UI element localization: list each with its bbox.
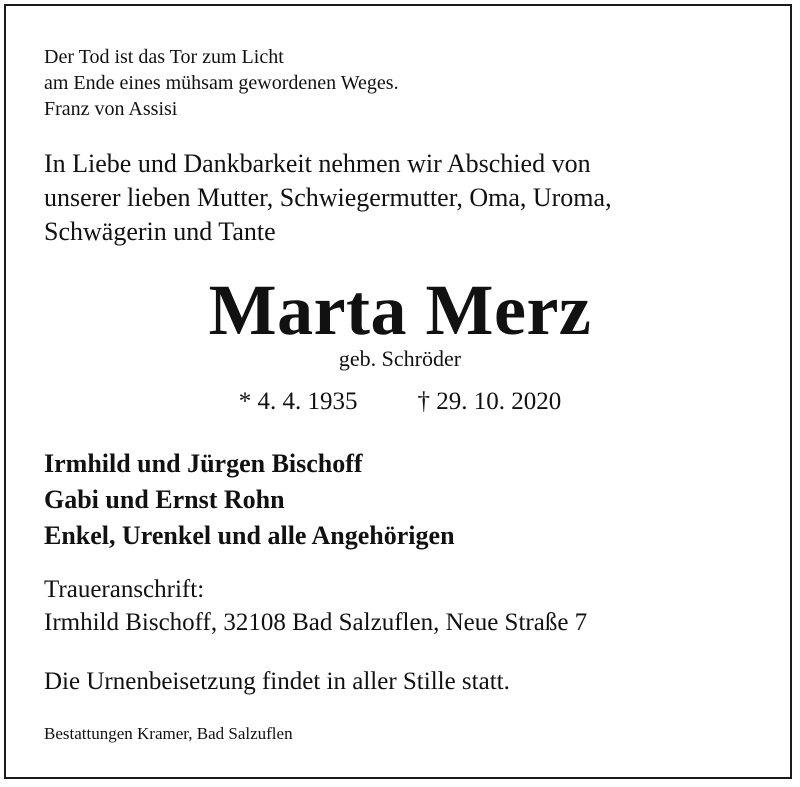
quote-author: Franz von Assisi xyxy=(44,98,178,120)
mourning-address xyxy=(44,573,587,639)
mourner-line: Enkel, Urenkel und alle Angehörigen xyxy=(44,521,455,550)
death-date: † 29. 10. 2020 xyxy=(417,388,562,415)
intro-text xyxy=(44,147,764,249)
quote-line: am Ende eines mühsam gewordenen Weges. xyxy=(44,72,399,94)
address-value: Irmhild Bischoff, 32108 Bad Salzuflen, Neue Straße 7 xyxy=(44,609,588,636)
mourners-list xyxy=(44,446,455,554)
undertaker-credit: Bestattungen Kramer, Bad Salzuflen xyxy=(44,724,293,743)
intro-line: Schwägerin und Tante xyxy=(44,217,276,246)
address-label: Traueranschrift: xyxy=(44,576,205,603)
life-dates xyxy=(0,386,800,418)
mourner-line: Gabi und Ernst Rohn xyxy=(44,485,285,514)
maiden-name: geb. Schröder xyxy=(338,346,462,371)
birth-date: * 4. 4. 1935 xyxy=(238,388,358,415)
quote-block xyxy=(44,44,399,122)
quote-line: Der Tod ist das Tor zum Licht xyxy=(44,46,284,68)
deceased-name: Marta Merz xyxy=(208,270,592,350)
intro-line: unserer lieben Mutter, Schwiegermutter, Oma, Uroma, xyxy=(44,183,612,212)
burial-notice: Die Urnenbeisetzung findet in aller Stille statt. xyxy=(44,668,510,695)
intro-line: In Liebe und Dankbarkeit nehmen wir Abschied von xyxy=(44,149,591,178)
mourner-line: Irmhild und Jürgen Bischoff xyxy=(44,449,363,478)
